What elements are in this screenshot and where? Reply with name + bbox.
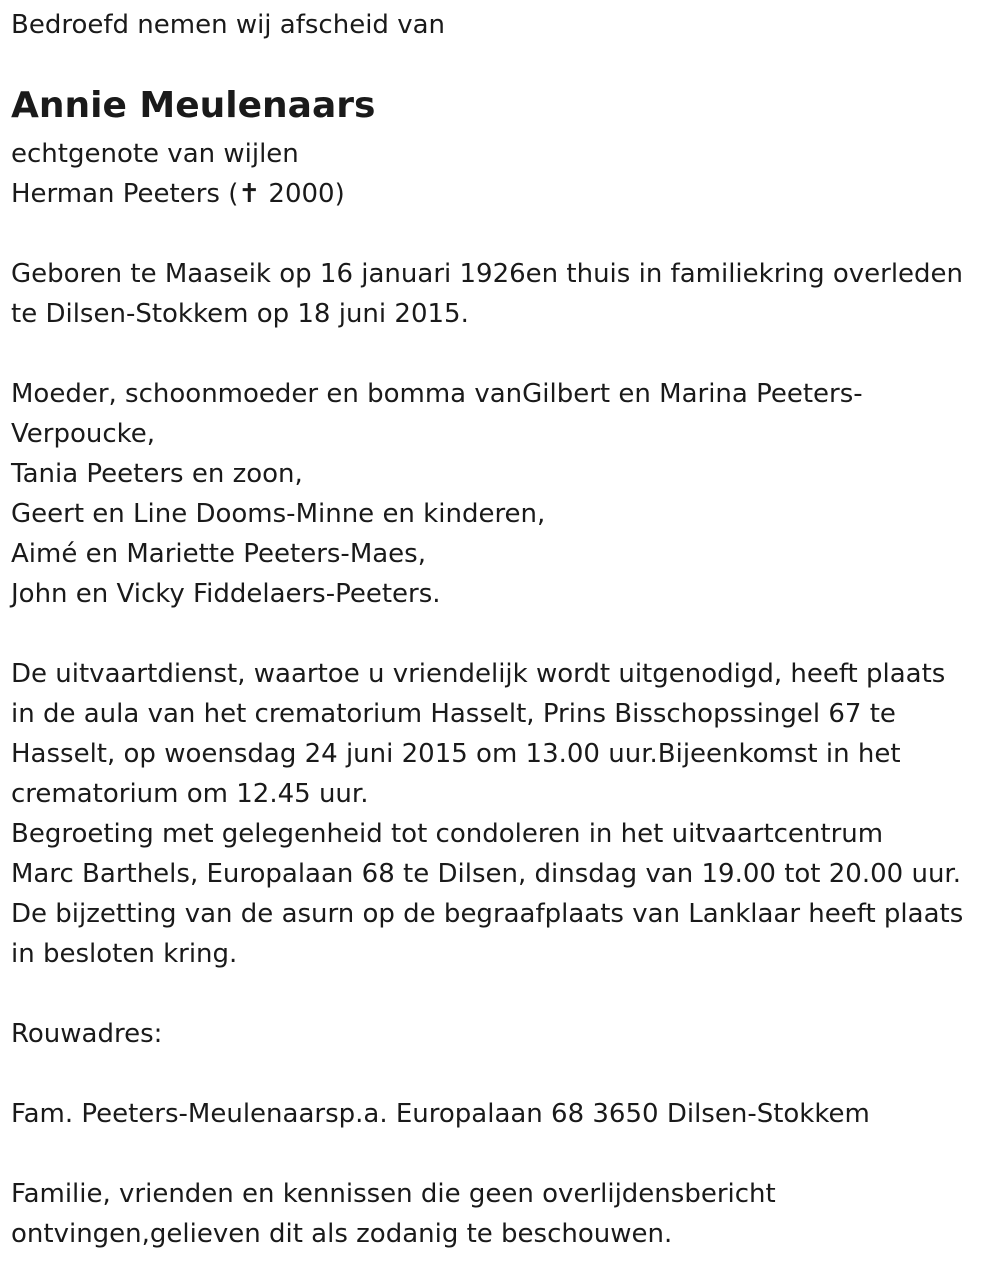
family-line: Tania Peeters en zoon, [11,459,303,489]
birth-death-line: Geboren te Maaseik op 16 januari 1926en thuis in familiekring overleden [11,259,964,289]
family-block [11,374,863,614]
closing-line: ontvingen,gelieven dit als zodanig te beschouwen. [11,1219,673,1249]
closing-block [11,1174,776,1254]
address-block [11,1094,870,1134]
family-line: Geert en Line Dooms-Minne en kinderen, [11,499,546,529]
service-line: Marc Barthels, Europalaan 68 te Dilsen, dinsdag van 19.00 tot 20.00 uur. [11,859,961,889]
service-block [11,654,963,974]
family-line: Aimé en Mariette Peeters-Maes, [11,539,426,569]
service-line: Hasselt, op woensdag 24 juni 2015 om 13.00 uur.Bijeenkomst in het [11,739,901,769]
service-line: De bijzetting van de asurn op de begraafplaats van Lanklaar heeft plaats [11,899,964,929]
rouwadres-label: Rouwadres: [11,1019,163,1049]
family-line: John en Vicky Fiddelaers-Peeters. [11,579,441,609]
spouse-block [11,134,345,214]
intro-text: Bedroefd nemen wij afscheid van [11,10,445,40]
service-line: in de aula van het crematorium Hasselt, Prins Bisschopssingel 67 te [11,699,896,729]
service-line: crematorium om 12.45 uur. [11,779,369,809]
birth-death-line: te Dilsen-Stokkem op 18 juni 2015. [11,299,469,329]
address-line: Fam. Peeters-Meulenaarsp.a. Europalaan 68 3650 Dilsen-Stokkem [11,1099,870,1129]
birth-death-block [11,254,963,334]
closing-line: Familie, vrienden en kennissen die geen overlijdensbericht [11,1179,776,1209]
service-line: in besloten kring. [11,939,238,969]
family-line: Verpoucke, [11,419,156,449]
spouse-line: echtgenote van wijlen [11,139,299,169]
family-line: Moeder, schoonmoeder en bomma vanGilbert en Marina Peeters- [11,379,863,409]
deceased-name: Annie Meulenaars [11,85,376,126]
spouse-line: Herman Peeters (✝ 2000) [11,179,345,209]
service-line: De uitvaartdienst, waartoe u vriendelijk wordt uitgenodigd, heeft plaats [11,659,946,689]
rouwadres-block [11,1014,162,1054]
service-line: Begroeting met gelegenheid tot condoleren in het uitvaartcentrum [11,819,884,849]
